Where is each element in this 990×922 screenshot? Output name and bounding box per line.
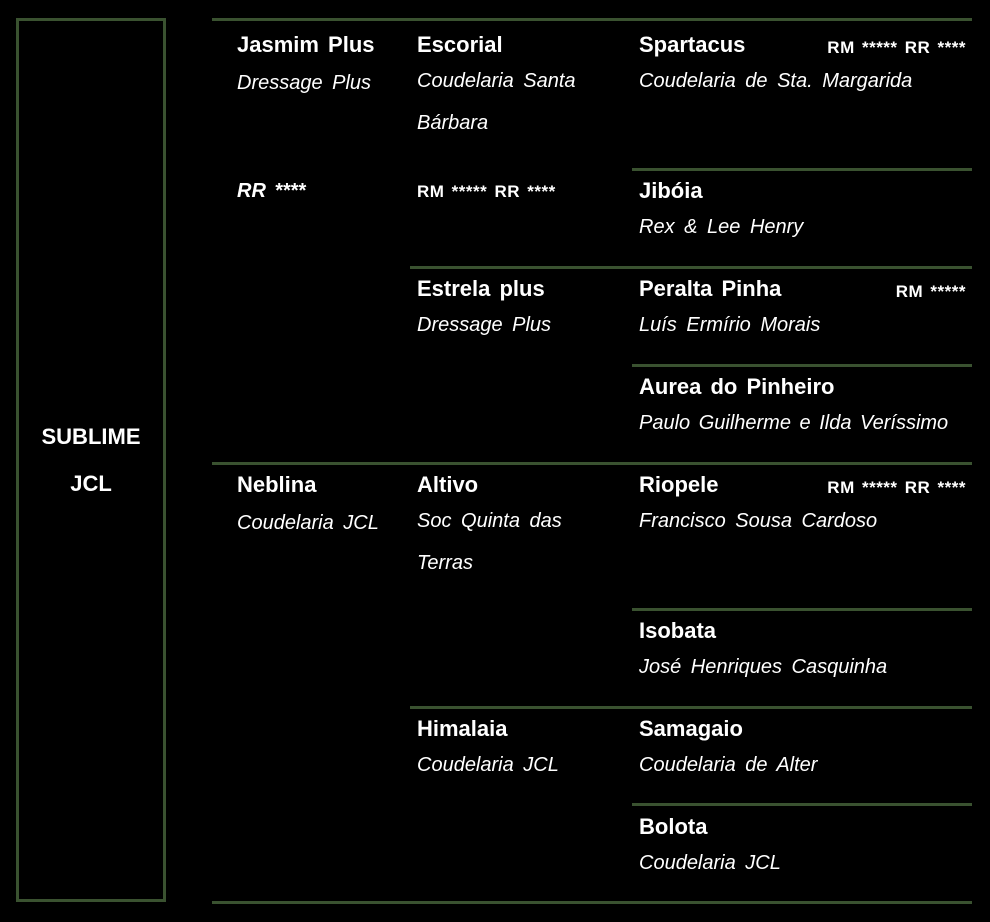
ddd-breeder: Coudelaria JCL bbox=[639, 852, 781, 874]
ddd-cell bbox=[639, 812, 969, 884]
dam-dam-cell bbox=[417, 714, 622, 786]
sss-breeder: Coudelaria de Sta. Margarida bbox=[639, 70, 913, 92]
sdd-breeder: Paulo Guilherme e Ilda Veríssimo bbox=[639, 412, 949, 434]
sdd-cell bbox=[639, 372, 989, 444]
sire-dam-breeder: Dressage Plus bbox=[417, 314, 552, 336]
subject-name-line2: JCL bbox=[70, 471, 112, 496]
dds-name: Samagaio bbox=[639, 716, 743, 741]
dam-sire-cell bbox=[417, 470, 622, 584]
divider-top bbox=[212, 18, 972, 21]
dss-rating: RM ***** RR **** bbox=[827, 478, 966, 497]
sire-rating: RR **** bbox=[237, 180, 306, 202]
sire-dam-name: Estrela plus bbox=[417, 276, 545, 301]
divider-gen3-a bbox=[632, 168, 972, 171]
sss-rating: RM ***** RR **** bbox=[827, 38, 966, 57]
sire-breeder: Dressage Plus bbox=[237, 72, 372, 94]
dss-name: Riopele bbox=[639, 472, 719, 497]
dsd-breeder: José Henriques Casquinha bbox=[639, 656, 888, 678]
sire-sire-breeder: Coudelaria Santa Bárbara bbox=[417, 70, 576, 134]
divider-bottom bbox=[212, 901, 972, 904]
dsd-cell bbox=[639, 616, 969, 688]
divider-sire-dam bbox=[212, 462, 972, 465]
sire-cell bbox=[237, 30, 407, 104]
subject-name-line1: SUBLIME bbox=[41, 424, 141, 449]
divider-gen2-dam bbox=[410, 706, 972, 709]
ssd-name: Jibóia bbox=[639, 178, 703, 203]
sdd-name: Aurea do Pinheiro bbox=[639, 374, 835, 399]
ssd-breeder: Rex & Lee Henry bbox=[639, 216, 804, 238]
dam-breeder: Coudelaria JCL bbox=[237, 512, 379, 534]
sire-name: Jasmim Plus bbox=[237, 32, 375, 57]
ssd-cell bbox=[639, 176, 969, 248]
sire-dam-cell bbox=[417, 274, 622, 346]
dam-dam-breeder: Coudelaria JCL bbox=[417, 754, 559, 776]
divider-gen3-c bbox=[632, 608, 972, 611]
dam-dam-name: Himalaia bbox=[417, 716, 508, 741]
dss-breeder: Francisco Sousa Cardoso bbox=[639, 510, 878, 532]
dam-sire-breeder: Soc Quinta das Terras bbox=[417, 510, 562, 574]
dds-cell bbox=[639, 714, 969, 786]
divider-gen3-d bbox=[632, 803, 972, 806]
sire-sire-cell bbox=[417, 30, 622, 144]
sds-name: Peralta Pinha bbox=[639, 276, 782, 301]
dds-breeder: Coudelaria de Alter bbox=[639, 754, 818, 776]
sds-breeder: Luís Ermírio Morais bbox=[639, 314, 821, 336]
sire-sire-rating: RM ***** RR **** bbox=[417, 182, 556, 201]
divider-gen2-sire bbox=[410, 266, 972, 269]
sss-name: Spartacus bbox=[639, 32, 746, 57]
divider-gen3-b bbox=[632, 364, 972, 367]
sire-sire-name: Escorial bbox=[417, 32, 503, 57]
subject-box bbox=[16, 18, 166, 902]
sds-rating: RM ***** bbox=[895, 282, 966, 301]
dam-sire-name: Altivo bbox=[417, 472, 479, 497]
dam-cell bbox=[237, 470, 407, 544]
dsd-name: Isobata bbox=[639, 618, 717, 643]
dam-name: Neblina bbox=[237, 472, 317, 497]
ddd-name: Bolota bbox=[639, 814, 708, 839]
